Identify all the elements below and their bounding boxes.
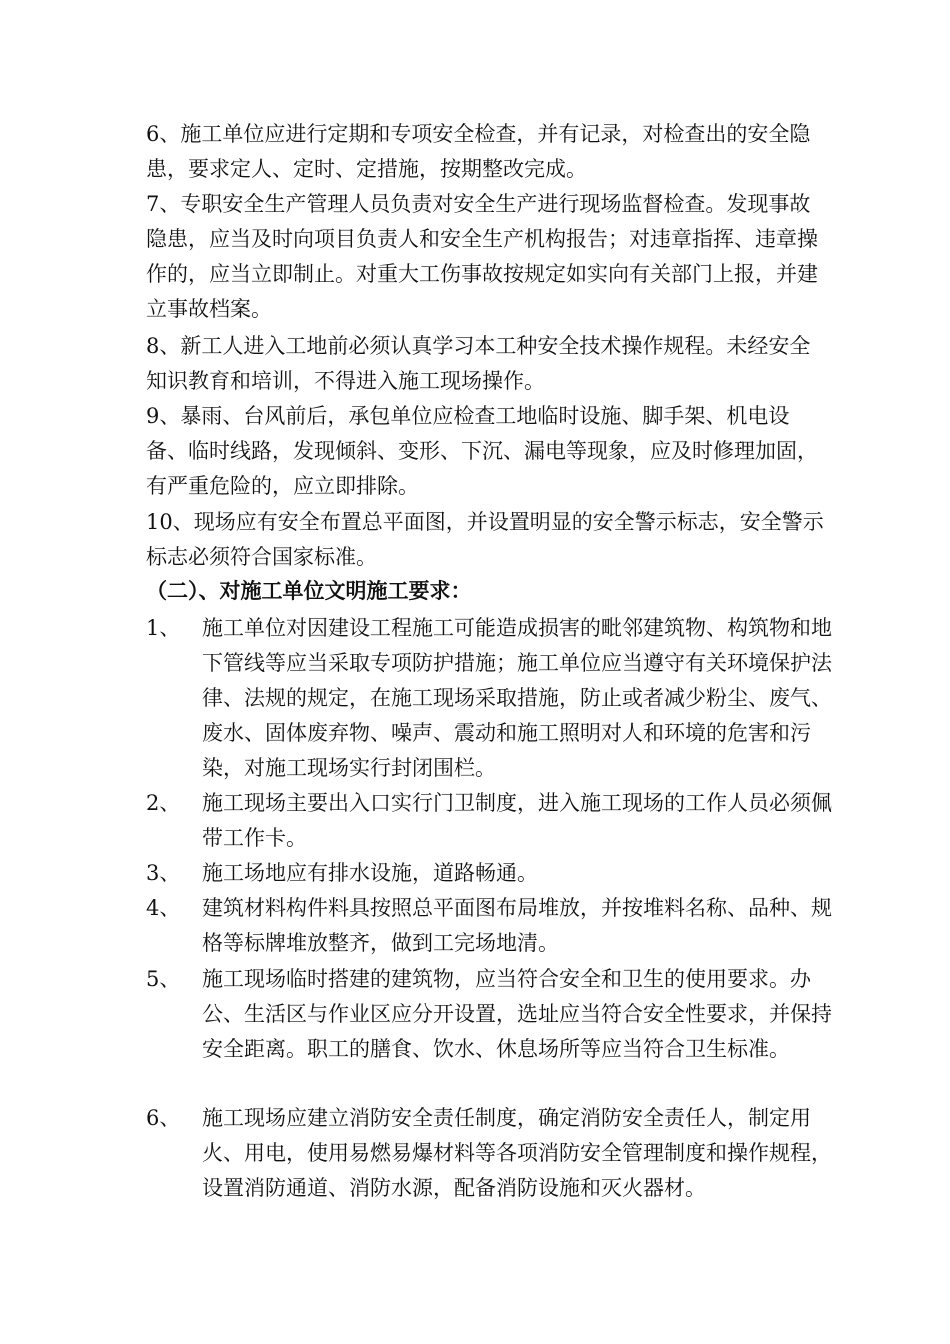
list-item-text: 施工单位对因建设工程施工可能造成损害的毗邻建筑物、构筑物和地下管线等应当采取专项防护措施；施工单位应当遵守有关环境保护法律、法规的规定，在施工现场采取措施，防止或者减少粉尘、废气、废水、固体废弃物、噪声、震动和施工照明对人和环境的危害和污染，对施工现场实行封闭围栏。 <box>202 616 832 780</box>
list-item-number: 5、 <box>146 967 181 991</box>
list-item <box>146 856 836 891</box>
list-item-number: 4、 <box>146 896 181 920</box>
list-item-text: 施工现场主要出入口实行门卫制度，进入施工现场的工作人员必须佩带工作卡。 <box>202 791 832 850</box>
paragraph-8: 8、新工人进入工地前必须认真学习本工种安全技术操作规程。未经安全知识教育和培训，不得进入施工现场操作。 <box>146 334 811 393</box>
list-item-text: 施工场地应有排水设施，道路畅通。 <box>202 861 538 885</box>
list-item-text: 施工现场临时搭建的建筑物，应当符合安全和卫生的使用要求。办公、生活区与作业区应分开设置，选址应当符合安全性要求，并保持安全距离。职工的膳食、饮水、休息场所等应当符合卫生标准。 <box>202 967 832 1061</box>
list-item <box>146 611 836 786</box>
list-item-text: 施工现场应建立消防安全责任制度，确定消防安全责任人，制定用火、用电，使用易燃易爆材料等各项消防安全管理制度和操作规程，设置消防通道、消防水源，配备消防设施和灭火器材。 <box>202 1106 832 1200</box>
paragraph-10: 10、现场应有安全布置总平面图，并设置明显的安全警示标志，安全警示标志必须符合国家标准。 <box>146 510 824 569</box>
list-item <box>146 891 836 961</box>
list-item-number: 2、 <box>146 791 181 815</box>
list-item <box>146 786 836 856</box>
section-heading: （二）、对施工单位文明施工要求： <box>146 579 472 603</box>
list-item <box>146 1101 836 1206</box>
list-item <box>146 962 836 1067</box>
paragraph-6: 6、施工单位应进行定期和专项安全检查，并有记录，对检查出的安全隐患，要求定人、定时、定措施，按期整改完成。 <box>146 122 811 181</box>
paragraph-9: 9、暴雨、台风前后，承包单位应检查工地临时设施、脚手架、机电设备、临时线路，发现倾斜、变形、下沉、漏电等现象，应及时修理加固，有严重危险的，应立即排除。 <box>146 404 818 498</box>
list-item-text: 建筑材料构件料具按照总平面图布局堆放，并按堆料名称、品种、规格等标牌堆放整齐，做到工完场地清。 <box>202 896 832 955</box>
paragraph-7: 7、专职安全生产管理人员负责对安全生产进行现场监督检查。发现事故隐患，应当及时向项目负责人和安全生产机构报告；对违章指挥、违章操作的，应当立即制止。对重大工伤事故按规定如实向有关部门上报，并建立事故档案。 <box>146 192 818 321</box>
list-item-number: 3、 <box>146 861 181 885</box>
list-item-number: 6、 <box>146 1106 181 1130</box>
list-item-number: 1、 <box>146 616 181 640</box>
